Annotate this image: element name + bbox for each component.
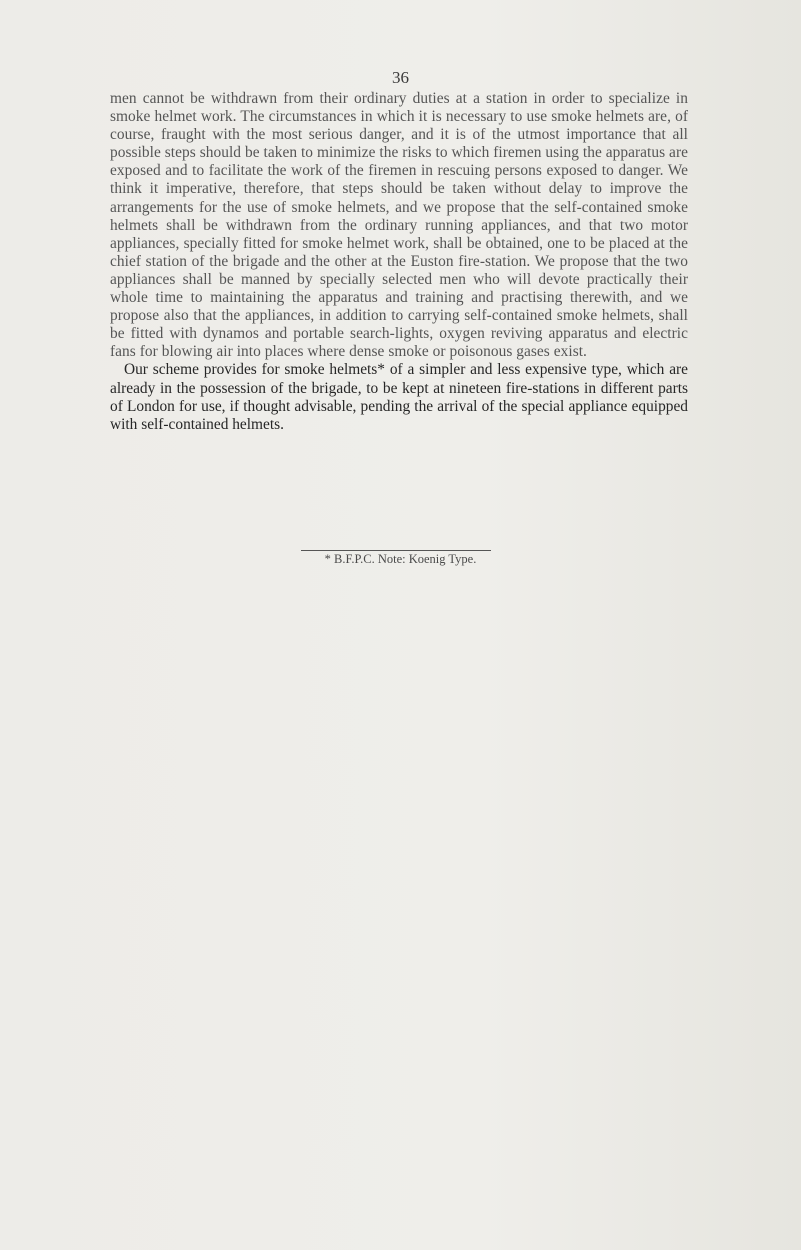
body-text: [110, 90, 688, 434]
paragraph-2: Our scheme provides for smoke helmets* of a simpler and less expensive type, which are already in the possession of the brigade, to be kept at nineteen fire-stations in different parts of London for use, if thought advisable, pending the arrival of the special appliance equipped with self-contained helmets.: [110, 361, 688, 433]
page-number: 36: [392, 68, 409, 87]
footnote-divider: [301, 550, 491, 551]
footnote: * B.F.P.C. Note: Koenig Type.: [324, 552, 477, 566]
paragraph-1: men cannot be withdrawn from their ordinary duties at a station in order to specialize in smoke helmet work. The circumstances in which it is necessary to use smoke helmets are, of course, fraught with the most serious danger, and it is of the utmost importance that all possible steps should be taken to minimize the risks to which firemen using the apparatus are exposed and to facilitate the work of the firemen in rescuing persons exposed to danger. We think it imperative, therefore, that steps should be taken without delay to improve the arrangements for the use of smoke helmets, and we propose that the self-contained smoke helmets shall be withdrawn from the ordinary running appliances, and that two motor appliances, specially fitted for smoke helmet work, shall be obtained, one to be placed at the chief station of the brigade and the other at the Euston fire-station. We propose that the two appliances shall be manned by specially selected men who will devote practically their whole time to maintaining the apparatus and training and practising therewith, and we propose also that the appliances, in addition to carrying self-contained smoke helmets, shall be fitted with dynamos and portable search-lights, oxygen reviving apparatus and electric fans for blowing air into places where dense smoke or poisonous gases exist.: [110, 90, 688, 361]
